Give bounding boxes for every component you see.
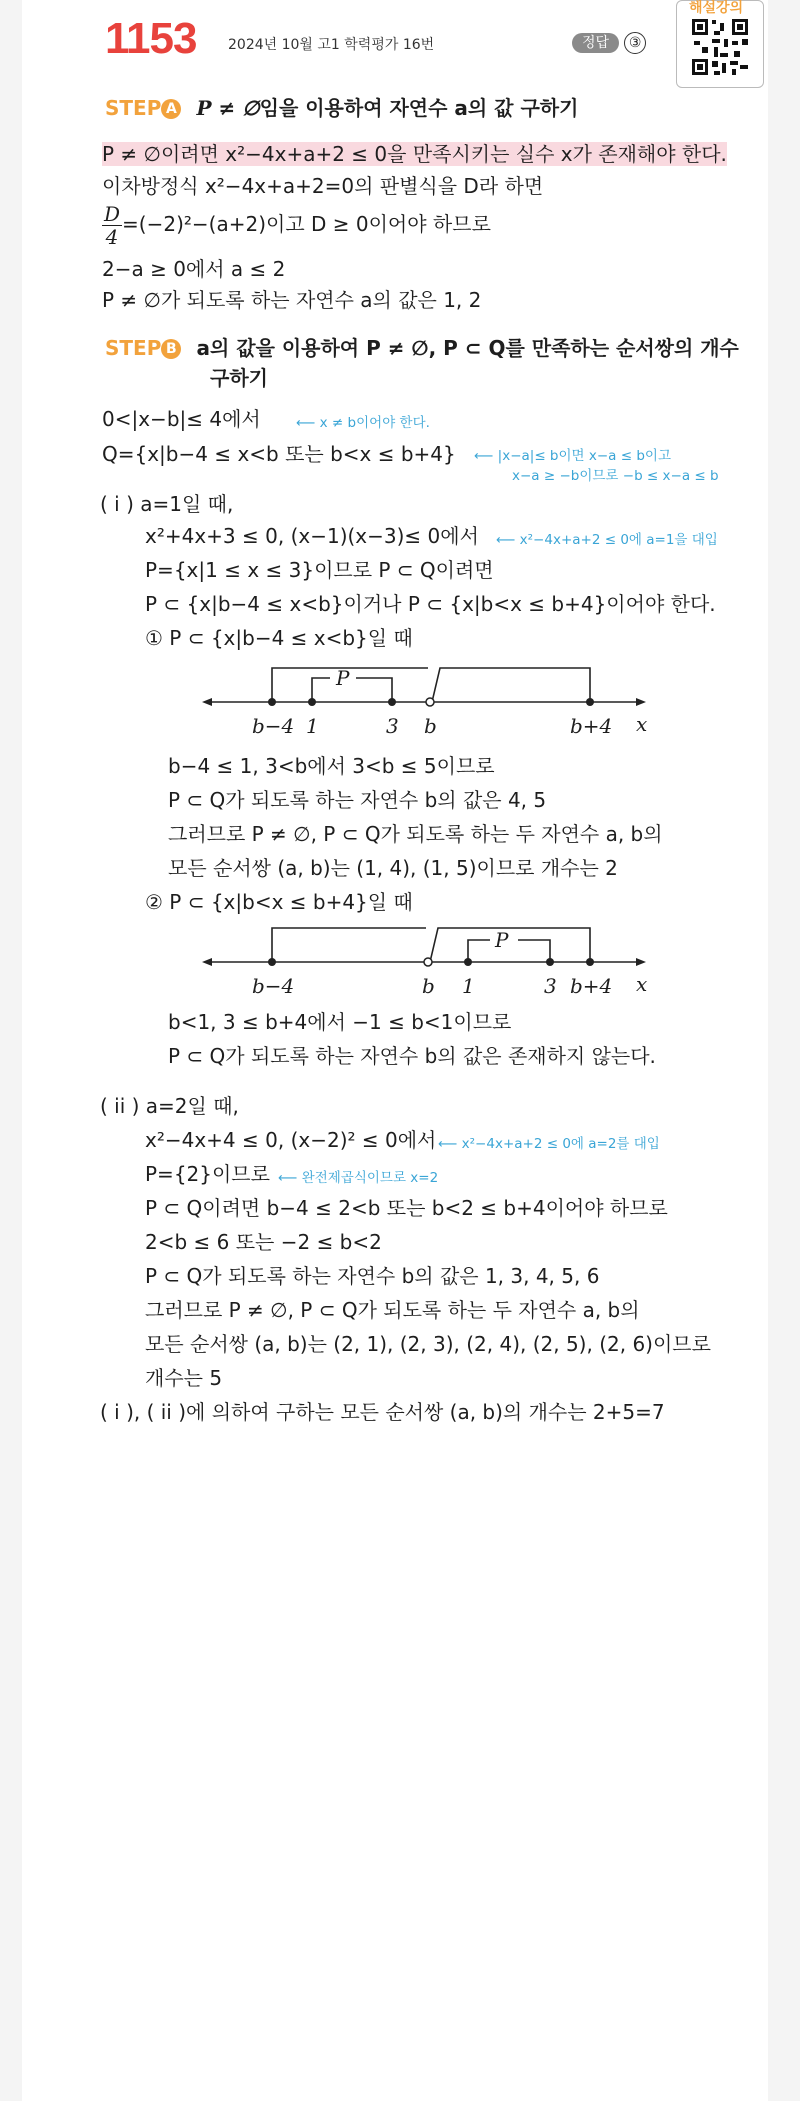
case-1-sub-1-head: ① P ⊂ {x|b−4 ≤ x<b}일 때 bbox=[145, 626, 413, 650]
step-a-line-2: 이차방정식 x²−4x+a+2=0의 판별식을 D라 하면 bbox=[102, 174, 544, 198]
step-a-label: STEP bbox=[105, 96, 162, 120]
case-2-line-2: P={2}이므로 bbox=[145, 1162, 270, 1186]
number-line-2-label-3: 3 bbox=[544, 974, 557, 998]
case-1-sub-1-line-2: P ⊂ Q가 되도록 하는 자연수 b의 값은 4, 5 bbox=[168, 788, 547, 812]
case-1-head: ( i ) a=1일 때, bbox=[100, 492, 234, 516]
case-1-sub-1-line-1: b−4 ≤ 1, 3<b에서 3<b ≤ 5이므로 bbox=[168, 754, 495, 778]
case-2-line-3: P ⊂ Q이려면 b−4 ≤ 2<b 또는 b<2 ≤ b+4이어야 하므로 bbox=[145, 1196, 668, 1220]
number-line-2-p: P bbox=[495, 928, 509, 952]
case-2-head: ( ii ) a=2일 때, bbox=[100, 1094, 239, 1118]
case-1-line-1: x²+4x+3 ≤ 0, (x−1)(x−3)≤ 0에서 bbox=[145, 524, 479, 548]
case-1-line-2: P={x|1 ≤ x ≤ 3}이므로 P ⊂ Q이려면 bbox=[145, 558, 494, 582]
step-a-heading bbox=[105, 92, 578, 121]
step-a-line-3: $\frac{D}{4}$ =(−2)²−(a+2)이고 D ≥ 0이어야 하므로 bbox=[104, 202, 491, 249]
step-b-line-1: 0<|x−b|≤ 4에서 bbox=[102, 407, 261, 431]
number-line-2-label-b-plus-4: b+4 bbox=[570, 974, 613, 998]
answer-badge: 정답 bbox=[572, 33, 619, 53]
qr-label: 해설강의 bbox=[689, 0, 744, 16]
qr-panel[interactable] bbox=[676, 0, 764, 88]
step-b-heading bbox=[105, 332, 739, 361]
conclusion: ( i ), ( ii )에 의하여 구하는 모든 순서쌍 (a, b)의 개수는 2+5=7 bbox=[100, 1400, 665, 1424]
number-line-1-label-b-minus-4: b−4 bbox=[252, 714, 295, 738]
step-a-title-math: P ≠ ∅ bbox=[196, 96, 260, 120]
case-1-sub-2-line-1: b<1, 3 ≤ b+4에서 −1 ≤ b<1이므로 bbox=[168, 1010, 512, 1034]
case-1-sub-2-line-2: P ⊂ Q가 되도록 하는 자연수 b의 값은 존재하지 않는다. bbox=[168, 1044, 656, 1068]
step-a-line-1: P ≠ ∅이려면 x²−4x+a+2 ≤ 0을 만족시키는 실수 x가 존재해야 한다. bbox=[102, 142, 727, 166]
case-1-sub-1-line-4: 모든 순서쌍 (a, b)는 (1, 4), (1, 5)이므로 개수는 2 bbox=[168, 856, 618, 880]
number-line-1-label-1: 1 bbox=[306, 714, 319, 738]
answer-value: ③ bbox=[624, 32, 646, 54]
step-a-badge: A bbox=[161, 99, 181, 119]
step-b-title-2: 구하기 bbox=[210, 366, 268, 390]
step-a-title: 임을 이용하여 자연수 a의 값 구하기 bbox=[259, 96, 579, 120]
case-2-line-1: x²−4x+4 ≤ 0, (x−2)² ≤ 0에서 bbox=[145, 1128, 437, 1152]
note-abs-value-1: ⟵ |x−a|≤ b이면 x−a ≤ b이고 bbox=[474, 448, 671, 464]
number-line-1-p: P bbox=[336, 666, 350, 690]
step-a-line-4: 2−a ≥ 0에서 a ≤ 2 bbox=[102, 257, 286, 281]
case-2-line-5: P ⊂ Q가 되도록 하는 자연수 b의 값은 1, 3, 4, 5, 6 bbox=[145, 1264, 600, 1288]
case-1-note-1: ⟵ x²−4x+a+2 ≤ 0에 a=1을 대입 bbox=[496, 532, 718, 548]
note-x-neq-b: ⟵ x ≠ b이어야 한다. bbox=[296, 415, 430, 431]
number-line-1-label-x: x bbox=[636, 712, 648, 736]
number-line-1-label-b-plus-4: b+4 bbox=[570, 714, 613, 738]
answer-area bbox=[572, 32, 646, 54]
number-line-2-label-b-minus-4: b−4 bbox=[252, 974, 295, 998]
step-b-label: STEP bbox=[105, 336, 162, 360]
note-abs-value-2: x−a ≥ −b이므로 −b ≤ x−a ≤ b bbox=[512, 468, 719, 484]
problem-number: 1153 bbox=[105, 14, 197, 63]
step-a-line-5: P ≠ ∅가 되도록 하는 자연수 a의 값은 1, 2 bbox=[102, 288, 482, 312]
step-b-badge: B bbox=[161, 339, 181, 359]
number-line-1-label-3: 3 bbox=[386, 714, 399, 738]
number-line-1-label-b: b bbox=[424, 714, 437, 738]
case-1-sub-1-line-3: 그러므로 P ≠ ∅, P ⊂ Q가 되도록 하는 두 자연수 a, b의 bbox=[168, 822, 663, 846]
qr-code-icon[interactable] bbox=[690, 17, 750, 77]
case-2-line-7: 모든 순서쌍 (a, b)는 (2, 1), (2, 3), (2, 4), (2, 5), (2, 6)이므로 bbox=[145, 1332, 711, 1356]
case-2-note-1: ⟵ x²−4x+a+2 ≤ 0에 a=2를 대입 bbox=[438, 1136, 660, 1152]
case-2-line-6: 그러므로 P ≠ ∅, P ⊂ Q가 되도록 하는 두 자연수 a, b의 bbox=[145, 1298, 640, 1322]
number-line-2-label-x: x bbox=[636, 972, 648, 996]
case-2-line-4: 2<b ≤ 6 또는 −2 ≤ b<2 bbox=[145, 1230, 382, 1254]
fraction-d-over-4: $\frac{D}{4}$ bbox=[104, 202, 121, 249]
step-b-line-2: Q={x|b−4 ≤ x<b 또는 b<x ≤ b+4} bbox=[102, 442, 456, 466]
case-2-line-8: 개수는 5 bbox=[145, 1366, 223, 1390]
case-2-note-2: ⟵ 완전제곱식이므로 x=2 bbox=[278, 1170, 439, 1186]
case-1-line-3: P ⊂ {x|b−4 ≤ x<b}이거나 P ⊂ {x|b<x ≤ b+4}이어야 한다. bbox=[145, 592, 716, 616]
number-line-2-label-1: 1 bbox=[462, 974, 475, 998]
number-line-2-label-b: b bbox=[422, 974, 435, 998]
case-1-sub-2-head: ② P ⊂ {x|b<x ≤ b+4}일 때 bbox=[145, 890, 413, 914]
problem-source: 2024년 10월 고1 학력평가 16번 bbox=[228, 37, 435, 53]
step-b-title-1: a의 값을 이용하여 P ≠ ∅, P ⊂ Q를 만족하는 순서쌍의 개수 bbox=[196, 336, 739, 360]
